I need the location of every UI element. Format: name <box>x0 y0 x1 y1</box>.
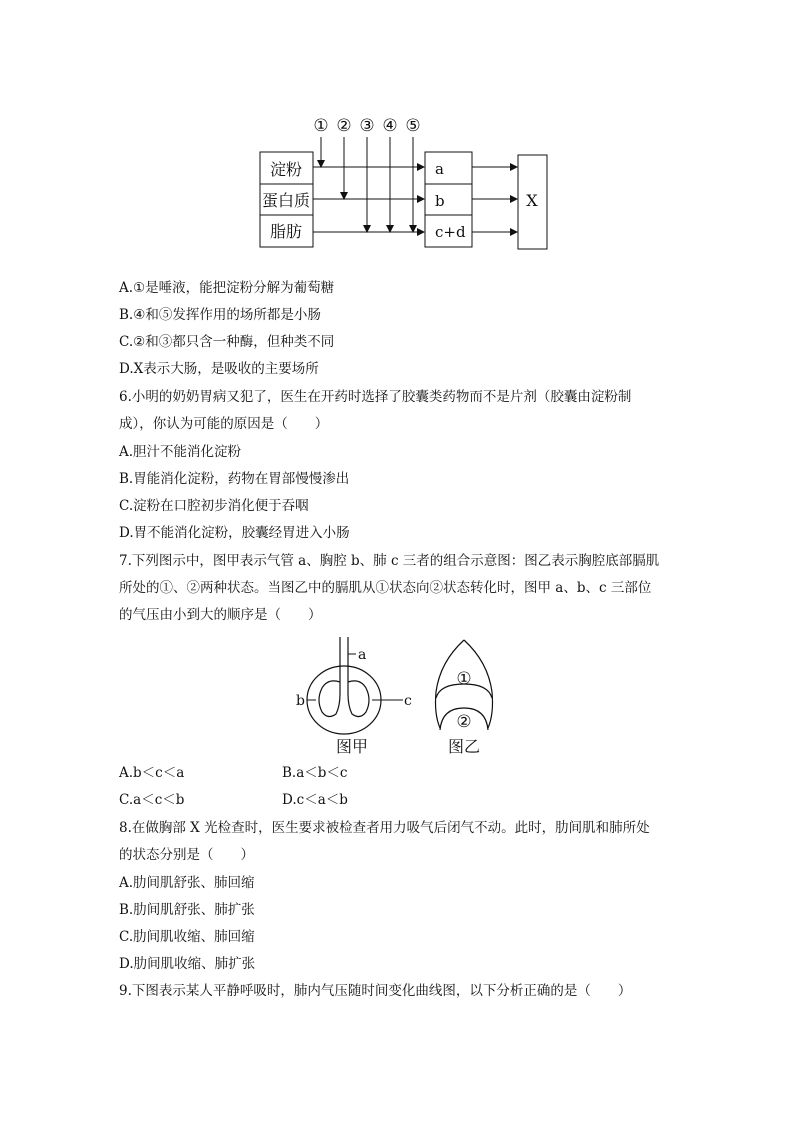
q5-option-d: D.X表示大肠，是吸收的主要场所 <box>119 361 319 377</box>
circle-label-4: ④ <box>382 116 398 136</box>
q6-option-b: B.胃能消化淀粉，药物在胃部慢慢渗出 <box>119 471 350 487</box>
q8-option-c: C.肋间肌收缩、肺回缩 <box>119 929 255 945</box>
label-a: a <box>358 647 367 663</box>
product-b: b <box>435 192 445 210</box>
q6-option-a: A.胆汁不能消化淀粉 <box>119 444 242 460</box>
q5-option-a: A.①是唾液，能把淀粉分解为葡萄糖 <box>119 280 335 296</box>
q7-option-d: D.c＜a＜b <box>282 792 348 808</box>
diagram-yi <box>436 640 493 756</box>
diagram-jia <box>296 637 412 756</box>
circle-label-3: ③ <box>359 116 375 136</box>
q7-stem-line3: 的气压由小到大的顺序是（ ） <box>119 607 322 623</box>
circle-label-2: ② <box>336 116 352 136</box>
circle-label-5: ⑤ <box>405 116 421 136</box>
label-b: b <box>296 693 305 709</box>
product-cd: c+d <box>435 223 466 241</box>
food-protein: 蛋白质 <box>261 191 311 210</box>
caption-jia: 图甲 <box>335 737 369 756</box>
state-2: ② <box>456 712 472 732</box>
q5-option-c: C.②和③都只含一种酶，但种类不同 <box>119 334 335 350</box>
caption-yi: 图乙 <box>447 737 481 756</box>
q7-option-c: C.a＜c＜b <box>119 792 185 808</box>
q8-stem-line1: 8.在做胸部 X 光检查时，医生要求被检查者用力吸气后闭气不动。此时，肋间肌和肺所处 <box>119 820 650 836</box>
product-a: a <box>435 160 444 178</box>
state-1: ① <box>456 669 472 689</box>
q7-option-a: A.b＜c＜a <box>119 765 185 781</box>
q8-stem-line2: 的状态分别是（ ） <box>119 847 254 863</box>
digestion-diagram <box>250 110 560 260</box>
q9-stem: 9.下图表示某人平静呼吸时，肺内气压随时间变化曲线图，以下分析正确的是（ ） <box>119 983 632 999</box>
q7-stem-line2: 所处的①、②两种状态。当图乙中的膈肌从①状态向②状态转化时，图甲 a、b、c 三部位 <box>119 580 652 596</box>
result-x: X <box>526 191 538 210</box>
label-c: c <box>404 693 412 709</box>
food-fat: 脂肪 <box>269 222 303 241</box>
q6-option-d: D.胃不能消化淀粉，胶囊经胃进入小肠 <box>119 525 350 541</box>
q6-option-c: C.淀粉在口腔初步消化便于吞咽 <box>119 498 309 514</box>
q8-option-b: B.肋间肌舒张、肺扩张 <box>119 902 255 918</box>
q8-option-d: D.肋间肌收缩、肺扩张 <box>119 956 256 972</box>
q7-option-b: B.a＜b＜c <box>282 765 348 781</box>
respiration-diagram <box>290 632 520 762</box>
circle-label-1: ① <box>313 116 329 136</box>
q6-stem-line1: 6.小明的奶奶胃病又犯了，医生在开药时选择了胶囊类药物而不是片剂（胶囊由淀粉制 <box>119 389 632 405</box>
food-starch: 淀粉 <box>269 160 303 179</box>
q7-stem-line1: 7.下列图示中，图甲表示气管 a、胸腔 b、肺 c 三者的组合示意图：图乙表示胸腔底部膈肌 <box>119 553 660 569</box>
q6-stem-line2: 成），你认为可能的原因是（ ） <box>119 416 329 432</box>
q5-option-b: B.④和⑤发挥作用的场所都是小肠 <box>119 307 321 323</box>
q8-option-a: A.肋间肌舒张、肺回缩 <box>119 875 255 891</box>
